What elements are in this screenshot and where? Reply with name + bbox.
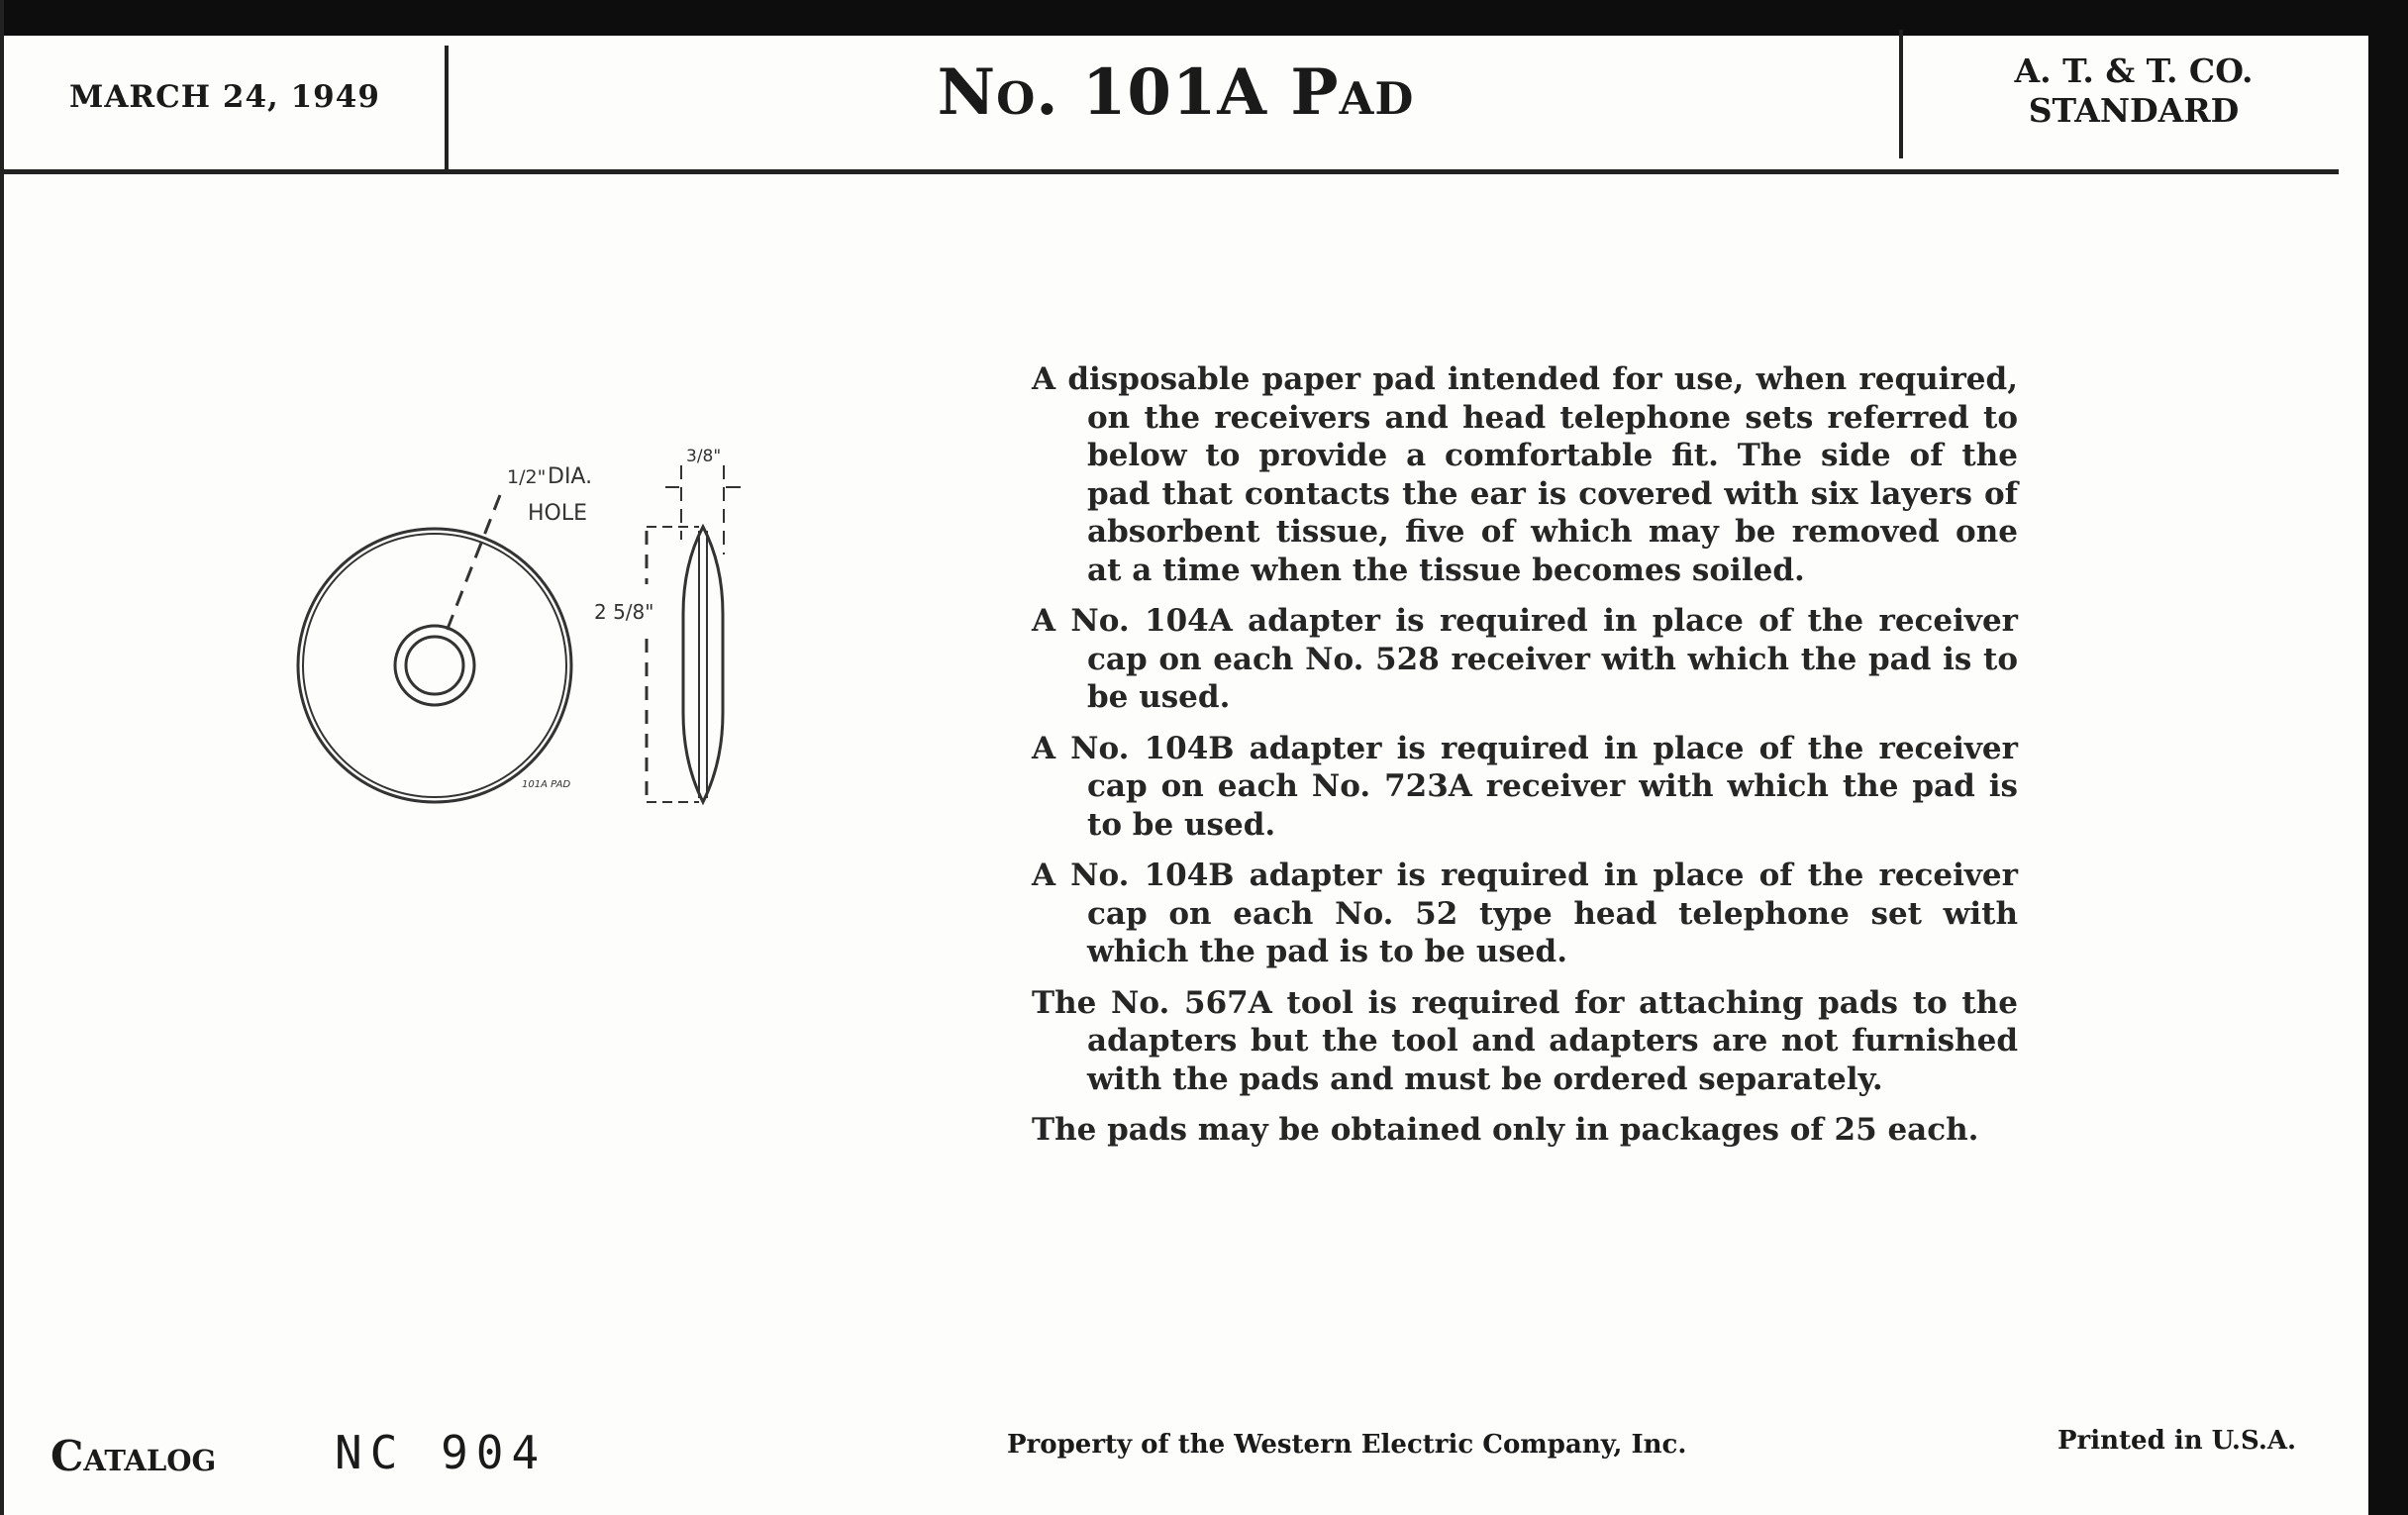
catalog-number: NC 904 xyxy=(335,1426,548,1479)
hole-dia-label: DIA. xyxy=(548,464,593,489)
page-title: No. 101A Pad xyxy=(937,55,1415,130)
pad-outline xyxy=(298,529,571,802)
printed-notice: Printed in U.S.A. xyxy=(2057,1426,2297,1456)
property-notice: Property of the Western Electric Company, Inc. xyxy=(1007,1430,1687,1460)
catalog-label: Catalog xyxy=(50,1432,217,1480)
drawing-caption: 101A PAD xyxy=(522,779,571,790)
paragraph: A disposable paper pad intended for use, when required, on the receivers and head telephone sets referred to below to provide a comfortable fit. The side of the pad that contacts the ear is covered with six layers of absorbent tissue, five of which may be removed one at a time when the tissue becomes soiled. xyxy=(1032,361,2018,588)
paragraph: The No. 567A tool is required for attaching pads to the adapters but the tool and adapters are not furnished with the pads and must be ordered separately. xyxy=(1032,984,2018,1097)
date: MARCH 24, 1949 xyxy=(69,79,380,115)
thickness-label: 3/8" xyxy=(686,447,722,466)
paragraph: A No. 104B adapter is required in place of the receiver cap on each No. 52 type head telephone set with which the pad is to be used. xyxy=(1032,858,2018,969)
paragraph: The pads may be obtained only in packages of 25 each. xyxy=(1032,1112,1979,1148)
hole-fraction-label: 1/2" xyxy=(507,466,547,488)
diameter-label: 2 5/8" xyxy=(594,600,654,624)
hole-label: HOLE xyxy=(528,501,588,526)
paragraph: A No. 104A adapter is required in place of the receiver cap on each No. 528 receiver with which the pad is to be used. xyxy=(1032,603,2018,715)
paragraph: A No. 104B adapter is required in place of the receiver cap on each No. 723A receiver with which the pad is to be used. xyxy=(1032,730,2018,843)
standard-line2: STANDARD xyxy=(2028,91,2240,130)
description xyxy=(1032,360,2018,1162)
standard-line1: A. T. & T. CO. xyxy=(2014,51,2254,90)
leader-line xyxy=(446,495,500,634)
side-view xyxy=(683,527,723,802)
pad-outline-inner xyxy=(303,534,566,797)
hole xyxy=(406,637,463,694)
